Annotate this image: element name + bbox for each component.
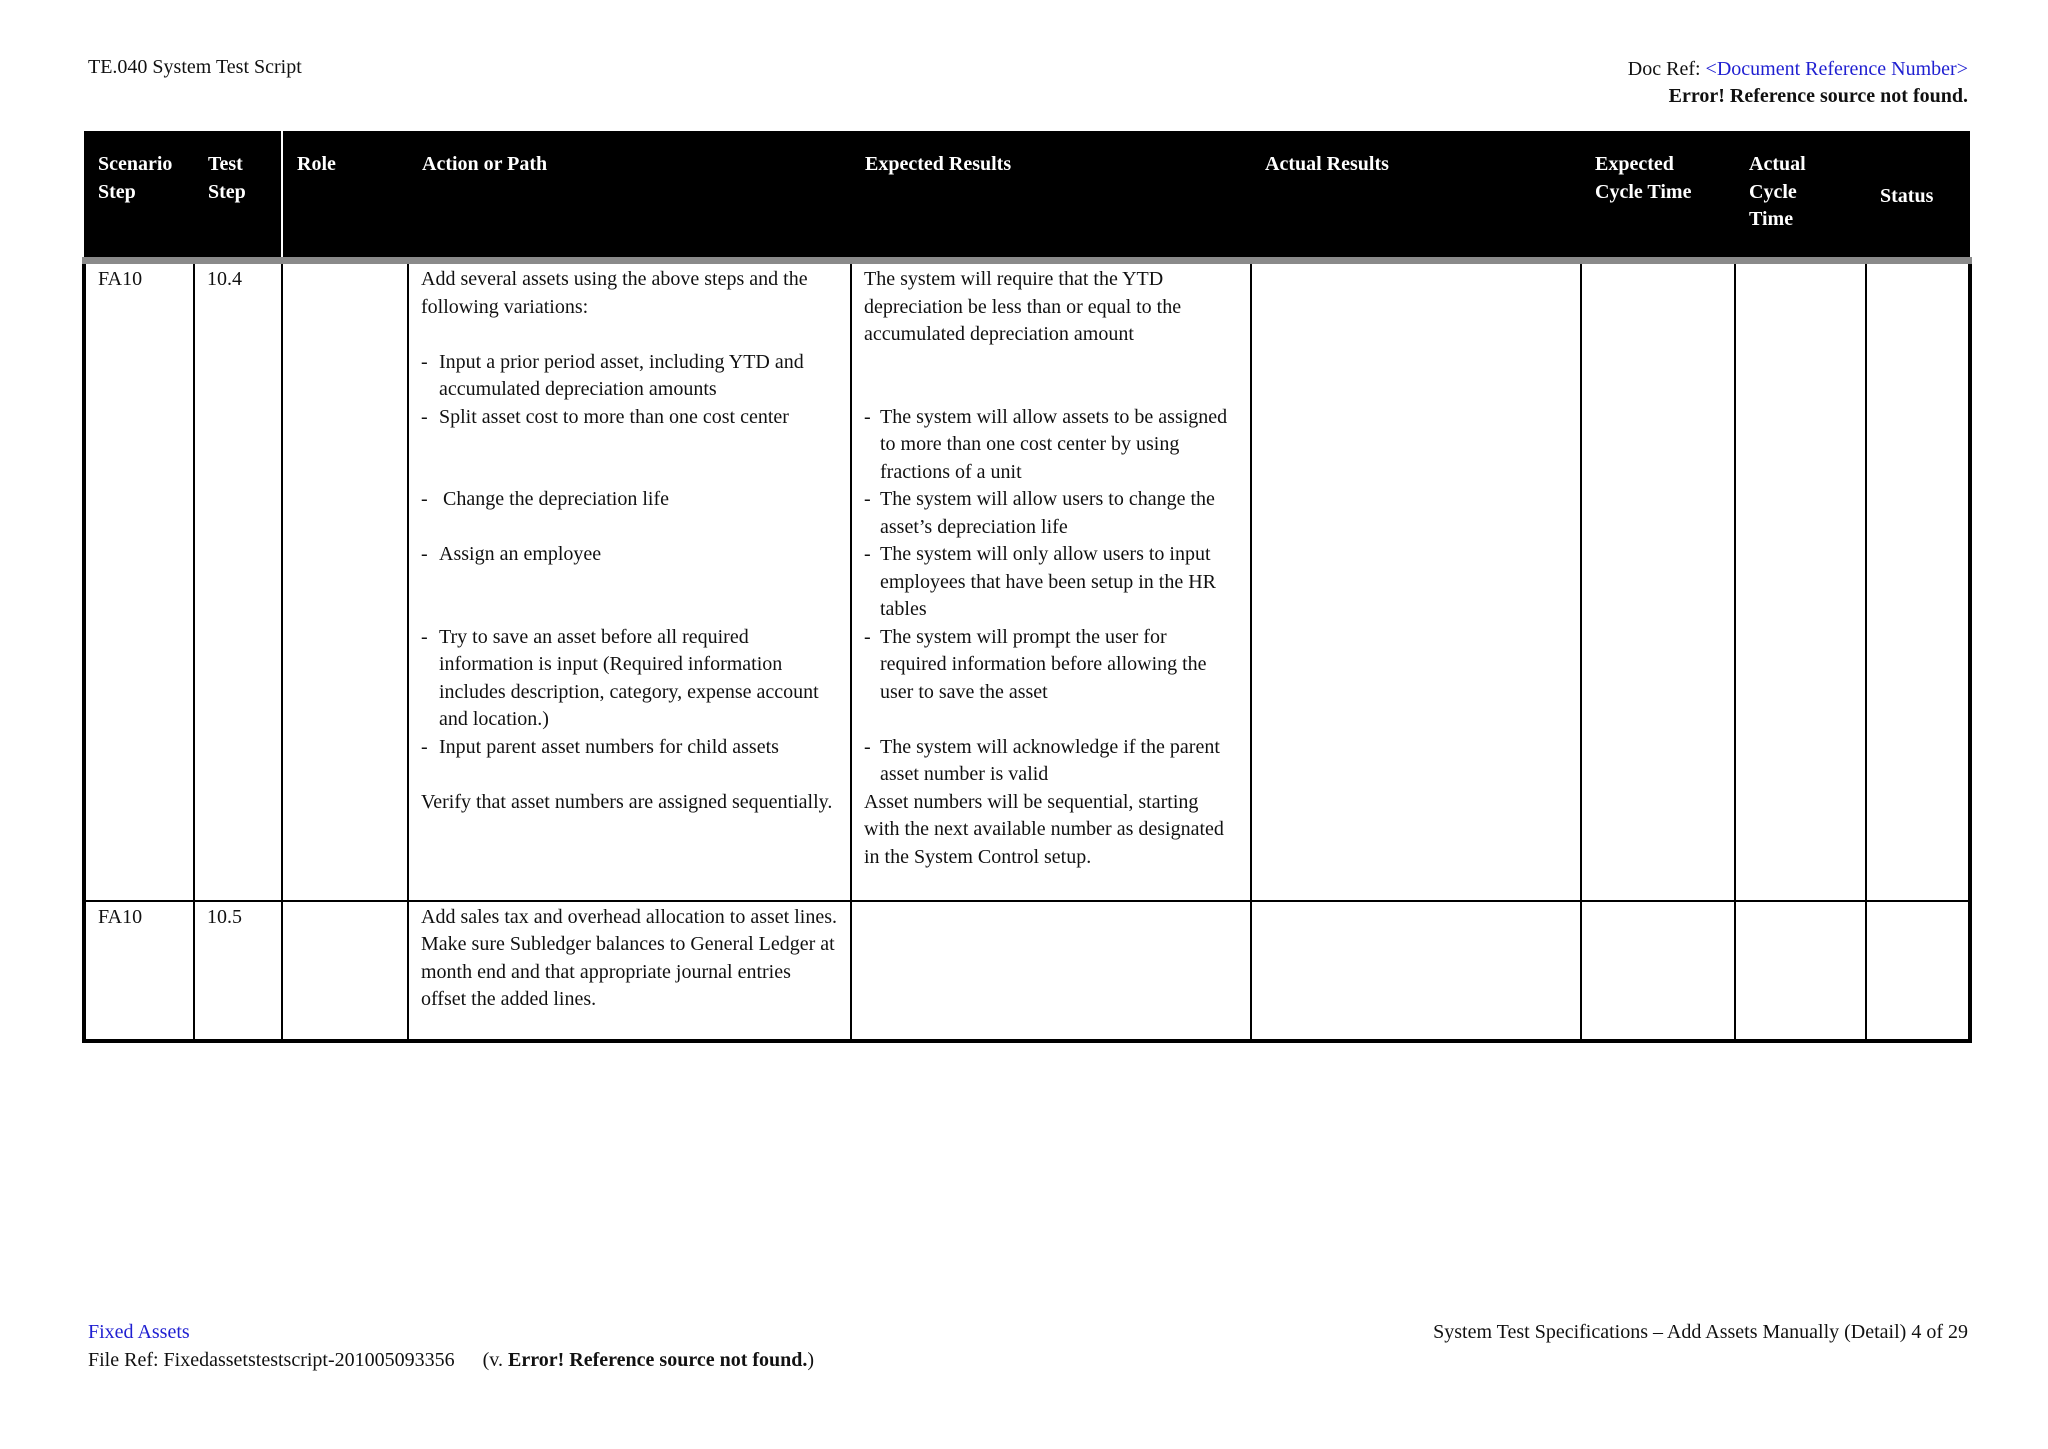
cell-actual-cycle-time	[1735, 901, 1866, 1041]
document-title: TE.040 System Test Script	[88, 56, 302, 78]
table-row	[84, 901, 1970, 1041]
col-header-actual-results: Actual Results	[1251, 131, 1581, 261]
cell-scenario: FA10	[84, 261, 194, 901]
action-item: - Input parent asset numbers for child assets	[421, 734, 838, 762]
cell-test-step: 10.4	[194, 261, 282, 901]
footer-version-error: Error! Reference source not found.	[508, 1349, 808, 1371]
col-header-role: Role	[282, 131, 408, 261]
col-header-actual-cycle-time: Actual Cycle Time	[1735, 131, 1866, 261]
expected-outro: Asset numbers will be sequential, starting with the next available number as designated in the System Control setup.	[864, 790, 1224, 868]
footer-file-ref: File Ref: Fixedassetstestscript-201005093356	[88, 1349, 455, 1371]
cell-status	[1866, 901, 1970, 1041]
cell-expected-results	[851, 901, 1251, 1041]
cell-test-step: 10.5	[194, 901, 282, 1041]
reference-error: Error! Reference source not found.	[1668, 85, 1968, 107]
doc-ref-block	[1628, 56, 1968, 110]
cell-actual-results	[1251, 261, 1581, 901]
action-item: - Change the depreciation life	[421, 486, 838, 514]
cell-actual-results	[1251, 901, 1581, 1041]
action-item: - Try to save an asset before all required information is input (Required information includes description, category, expense account and location.)	[421, 624, 838, 734]
footer-module-name: Fixed Assets	[88, 1321, 190, 1343]
footer-file-ref-line	[88, 1346, 814, 1374]
col-header-status: Status	[1866, 131, 1970, 261]
expected-item: - The system will acknowledge if the parent asset number is valid	[864, 734, 1238, 789]
action-outro: Verify that asset numbers are assigned sequentially.	[421, 790, 833, 813]
cell-role	[282, 261, 408, 901]
action-item: - Input a prior period asset, including YTD and accumulated depreciation amounts	[421, 349, 838, 404]
cell-expected-results	[851, 261, 1251, 901]
col-header-test-step: Test Step	[194, 131, 282, 261]
cell-role	[282, 901, 408, 1041]
action-item: - Split asset cost to more than one cost center	[421, 404, 838, 432]
expected-intro: The system will require that the YTD depreciation be less than or equal to the accumulated depreciation amount	[864, 268, 1182, 345]
doc-ref-line	[1628, 56, 1968, 83]
footer-version-close: )	[807, 1349, 815, 1371]
header-row	[84, 131, 1970, 261]
footer-left	[88, 1318, 814, 1374]
page-number: 4 of 29	[1911, 1321, 1968, 1343]
col-header-expected-results: Expected Results	[851, 131, 1251, 261]
footer-right	[1433, 1318, 1968, 1346]
footer-version-open: (v.	[482, 1349, 509, 1371]
cell-expected-cycle-time	[1581, 261, 1735, 901]
test-script-table	[82, 131, 1972, 1043]
table-row	[84, 261, 1970, 901]
cell-action	[408, 261, 851, 901]
doc-ref-value: <Document Reference Number>	[1705, 58, 1968, 80]
expected-item: - The system will allow users to change the asset’s depreciation life	[864, 486, 1238, 541]
cell-actual-cycle-time	[1735, 261, 1866, 901]
cell-action: Add sales tax and overhead allocation to asset lines. Make sure Subledger balances to General Ledger at month end and that appropriate journal entries offset the added lines.	[408, 901, 851, 1041]
col-header-scenario-step: Scenario Step	[84, 131, 194, 261]
doc-ref-label: Doc Ref:	[1627, 58, 1706, 80]
action-intro: Add several assets using the above steps and the following variations:	[421, 268, 808, 318]
cell-status	[1866, 261, 1970, 901]
action-item: - Assign an employee	[421, 541, 838, 569]
cell-expected-cycle-time	[1581, 901, 1735, 1041]
expected-item: - The system will prompt the user for required information before allowing the user to save the asset	[864, 624, 1238, 707]
cell-scenario: FA10	[84, 901, 194, 1041]
col-header-action: Action or Path	[408, 131, 851, 261]
footer-section-title: System Test Specifications – Add Assets Manually (Detail)	[1433, 1321, 1907, 1343]
col-header-expected-cycle-time: Expected Cycle Time	[1581, 131, 1735, 261]
expected-item: - The system will allow assets to be assigned to more than one cost center by using fractions of a unit	[864, 404, 1238, 487]
expected-item: - The system will only allow users to input employees that have been setup in the HR tables	[864, 541, 1238, 624]
